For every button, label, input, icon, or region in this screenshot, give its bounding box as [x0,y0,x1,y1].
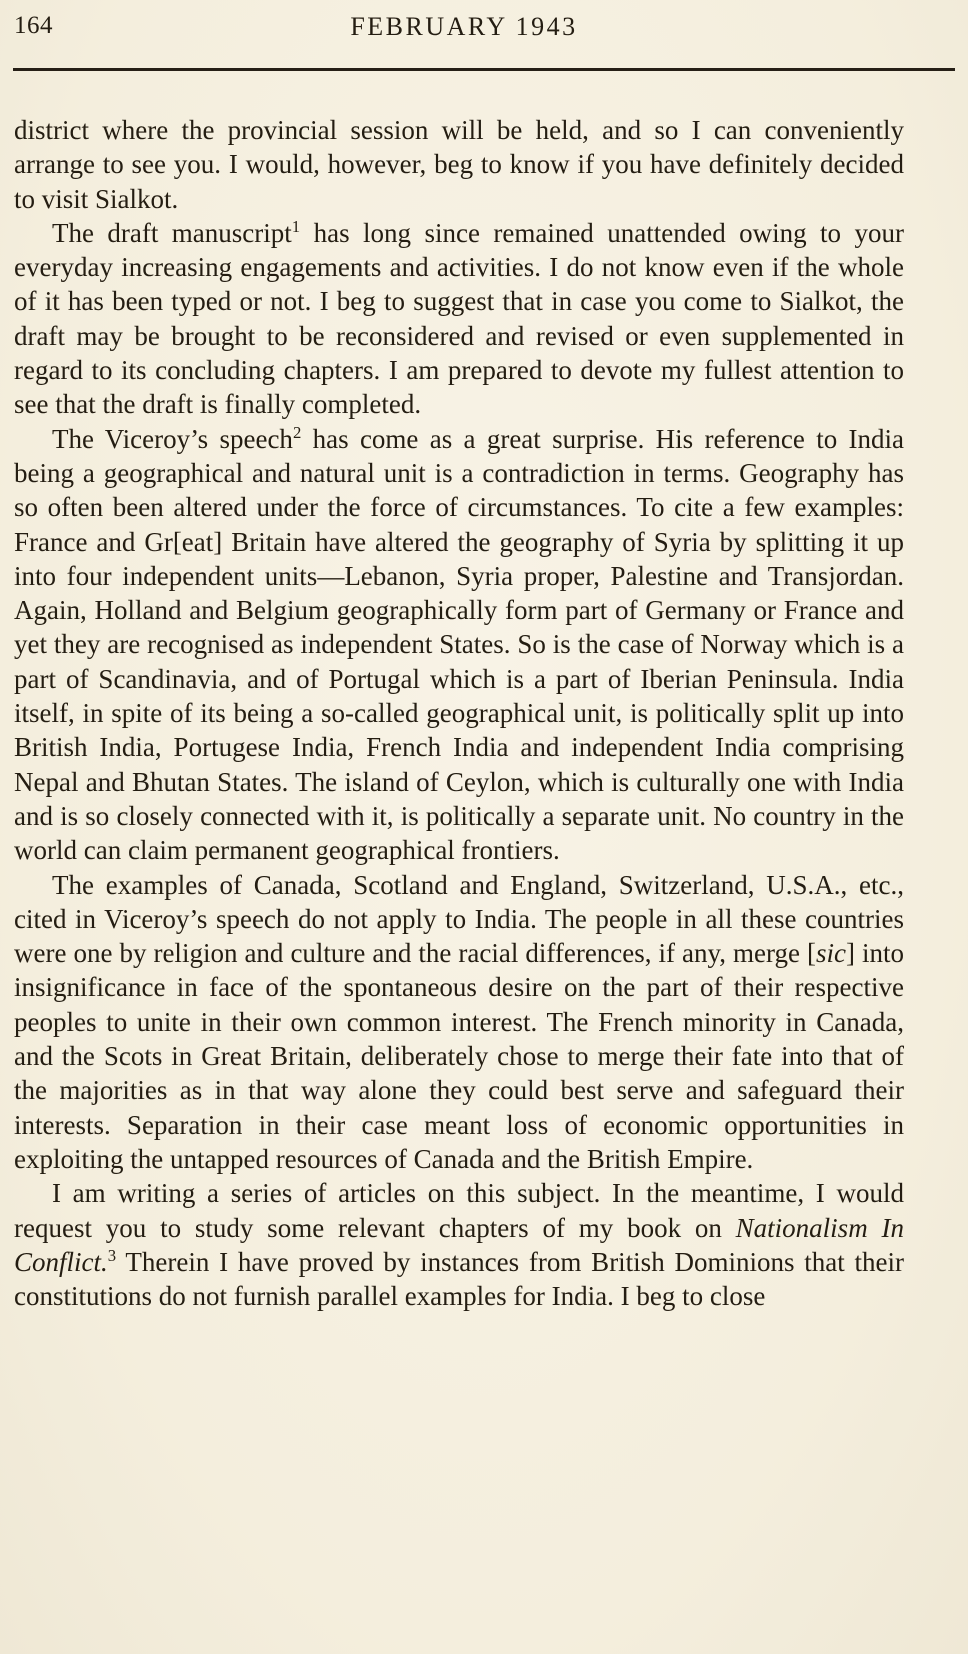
page-number: 164 [14,12,53,39]
paragraph-text: Therein I have proved by instances from British Dominions that their constitutions do not furnish parallel examples for India. I beg to close [14,1246,904,1312]
header-rule [13,68,955,71]
paragraph-articles [14,1176,904,1313]
running-header-title: FEBRUARY 1943 [350,12,578,41]
paragraph-text: district where the provincial session will be held, and so I can conveniently arrange to see you. I would, however, beg to know if you have definitely decided to visit Sialkot. [14,115,904,214]
paragraph-text: The draft manuscript [52,217,292,248]
paragraph-continuation [14,113,904,216]
footnote-ref-1: 1 [291,216,301,236]
paragraph-text: has come as a great surprise. His reference to India being a geographical and natural unit is a contradiction in terms. Geography has so often been altered under the force of circumstances. To cite a few examples: France and Gr[eat] Britain have altered the geography of Syria by splitting it up into four independent units—Lebanon, Syria proper, Palestine and Transjordan. Again, Holland and Belgium geographically form part of Germany or France and yet they are recognised as independent States. So is the case of Norway which is a part of Scandinavia, and of Portugal which is a part of Iberian Peninsula. India itself, in spite of its being a so-called geographical unit, is politically split up into British India, Portugese India, French India and independent India comprising Nepal and Bhutan States. The island of Ceylon, which is culturally one with India and is so closely connected with it, is politically a separate unit. No country in the world can claim permanent geographical frontiers. [14,423,904,866]
paragraph-text: The Viceroy’s speech [52,423,293,454]
body-text [14,113,904,1313]
paragraph-text: The examples of Canada, Scotland and England, Switzerland, U.S.A., etc., cited in Viceroy’s speech do not apply to India. The people in all these countries were one by religion and culture and the racial differences, if any, merge [ [14,869,904,969]
running-head [14,0,954,62]
paragraph-text: I am writing a series of articles on this subject. In the meantime, I would request you to study some relevant chapters of my book on [14,1178,904,1243]
paragraph-draft-manuscript [14,216,904,422]
sic-italic: sic [816,938,846,969]
paragraph-examples [14,868,904,1177]
paragraph-text: has long since remained unattended owing to your everyday increasing engagements and activities. I do not know even if the whole of it has been typed or not. I beg to suggest that in case you come to Sialkot, the draft may be brought to be reconsidered and revised or even supplemented in regard to its concluding chapters. I am prepared to devote my fullest attention to see that the draft is finally completed. [14,217,904,420]
paragraph-viceroy-speech [14,422,904,868]
paragraph-text: ] into insignificance in face of the spontaneous desire on the part of their respective peoples to unite in their own common interest. The French minority in Canada, and the Scots in Great Britain, deliberately chose to merge their fate into that of the majorities as in that way alone they could best serve and safeguard their interests. Separation in their case meant loss of economic opportunities in exploiting the untapped resources of Canada and the British Empire. [14,938,905,1174]
book-title-italic: Nationalism In Conflict. [14,1212,904,1277]
footnote-ref-3: 3 [107,1245,117,1265]
footnote-ref-2: 2 [292,422,302,442]
